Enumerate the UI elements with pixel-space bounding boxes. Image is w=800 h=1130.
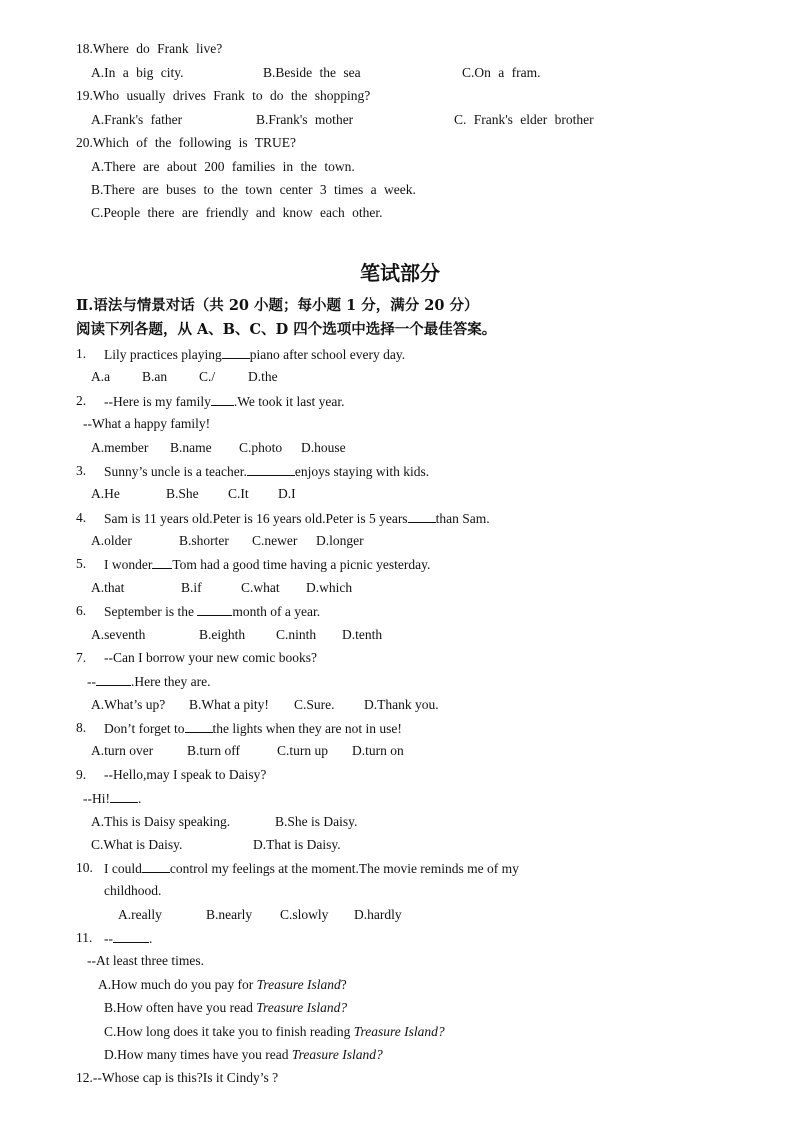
q20-option-c: C.People there are friendly and know each other. [91,205,383,220]
q11-stem-pre: -- [104,931,113,946]
question-19-stem: 19.Who usually drives Frank to do the shopping? [76,88,371,103]
q5-stem [104,555,430,574]
q11-option-a [98,976,347,994]
q11-option-a-title: Treasure Island [256,977,341,992]
blank [96,672,131,686]
part2-instruction: 阅读下列各题，从 A、B、C、D 四个选项中选择一个最佳答案。 [76,321,497,338]
q2-stem [104,392,344,411]
q6-option-c: C.ninth [276,627,317,642]
q10-stem [104,859,519,878]
q1-option-a: A.a [91,369,111,384]
blank [142,859,170,873]
q1-stem-pre: Lily practices playing [104,347,222,362]
q8-option-b: B.turn off [187,743,240,758]
blank [185,719,213,733]
q19-option-b: B.Frank's mother [256,112,354,127]
q8-option-d: D.turn on [352,743,404,758]
q10-option-c: C.slowly [280,907,329,922]
q18-option-c: C.On a fram. [462,65,541,80]
q9-number: 9. [76,767,87,782]
q3-stem [104,462,429,481]
q8-option-c: C.turn up [277,743,329,758]
q18-option-b: B.Beside the sea [263,65,361,80]
q8-stem-post: the lights when they are not in use! [212,721,402,736]
q7-number: 7. [76,650,87,665]
blank [222,345,250,359]
q5-option-d: D.which [306,580,353,595]
section-title: 笔试部分 [360,261,440,285]
q6-option-b: B.eighth [199,627,246,642]
q9-option-a: A.This is Daisy speaking. [91,814,231,829]
q8-option-a: A.turn over [91,743,154,758]
blank [152,555,172,569]
q7-reply [87,672,210,691]
q11-option-d-text: D.How many times have you read [104,1047,292,1062]
q1-number: 1. [76,346,87,361]
q11-option-a-text: A.How much do you pay for [98,977,257,992]
q4-option-b: B.shorter [179,533,229,548]
q6-number: 6. [76,603,87,618]
q7-option-b: B.What a pity! [189,697,269,712]
q5-option-a: A.that [91,580,125,595]
q8-stem [104,719,402,738]
blank [113,929,149,943]
q2-stem-pre: --Here is my family [104,394,211,409]
q9-option-d: D.That is Daisy. [253,837,341,852]
q3-option-a: A.He [91,486,120,501]
q9-reply-pre: --Hi! [83,791,110,806]
q4-option-d: D.longer [316,533,364,548]
q4-stem-post: than Sam. [435,511,490,526]
q3-stem-pre: Sunny’s uncle is a teacher. [104,464,247,479]
q19-option-a: A.Frank's father [91,112,183,127]
q1-option-c: C./ [199,369,216,384]
q6-option-a: A.seventh [91,627,146,642]
q11-number: 11. [76,930,93,945]
q4-stem-pre: Sam is 11 years old.Peter is 16 years old.Peter is 5 years [104,511,408,526]
q6-option-d: D.tenth [342,627,383,642]
q9-reply [83,789,141,808]
q20-option-b: B.There are buses to the town center 3 times a week. [91,182,416,197]
q2-stem-post: .We took it last year. [233,394,345,409]
q10-stem-pre: I could [104,861,142,876]
q11-option-b-title: Treasure Island? [256,1000,348,1015]
q3-number: 3. [76,463,87,478]
q10-number: 10. [76,860,93,875]
q11-option-b [104,999,347,1017]
q11-option-a-end: ? [340,977,347,992]
q11-option-b-text: B.How often have you read [104,1000,257,1015]
q11-option-d-title: Treasure Island? [291,1047,383,1062]
q11-option-c-text: C.How long does it take you to finish reading [104,1024,354,1039]
q3-stem-post: enjoys staying with kids. [294,464,430,479]
q3-option-c: C.It [228,486,249,501]
q6-stem [104,602,320,621]
q6-stem-pre: September is the [104,604,198,619]
q6-stem-post: month of a year. [232,604,321,619]
q7-stem: --Can I borrow your new comic books? [104,650,317,665]
q7-option-a: A.What’s up? [91,697,166,712]
q7-option-d: D.Thank you. [364,697,439,712]
q18-option-a: A.In a big city. [91,65,184,80]
q5-stem-post: Tom had a good time having a picnic yesterday. [172,557,431,572]
q2-option-a: A.member [91,440,149,455]
q10-option-b: B.nearly [206,907,253,922]
blank [197,602,232,616]
q11-option-c [104,1023,445,1041]
q10-stem-post: control my feelings at the moment.The movie reminds me of my [169,861,519,876]
part2-heading: Ⅱ.语法与情景对话（共 20 小题；每小题 1 分，满分 20 分） [76,297,479,314]
q4-option-a: A.older [91,533,132,548]
q5-stem-pre: I wonder [104,557,153,572]
q9-stem: --Hello,may I speak to Daisy? [104,767,267,782]
q5-number: 5. [76,556,87,571]
question-20-stem: 20.Which of the following is TRUE? [76,135,296,150]
q11-option-d [104,1046,383,1064]
q2-number: 2. [76,393,87,408]
q11-reply: --At least three times. [87,953,204,968]
q10-option-d: D.hardly [354,907,402,922]
q20-option-a: A.There are about 200 families in the town. [91,159,355,174]
q8-stem-pre: Don’t forget to [104,721,185,736]
q10-option-a: A.really [118,907,162,922]
q2-option-b: B.name [170,440,212,455]
q5-option-b: B.if [181,580,202,595]
q3-option-d: D.I [278,486,296,501]
q9-reply-post: . [138,791,142,806]
q7-option-c: C.Sure. [294,697,335,712]
q4-number: 4. [76,510,87,525]
q19-option-c: C. Frank's elder brother [454,112,594,127]
q4-stem [104,509,490,528]
q11-option-c-title: Treasure Island? [353,1024,445,1039]
q8-number: 8. [76,720,87,735]
blank [211,392,234,406]
blank [247,462,295,476]
q11-stem-post: . [149,931,153,946]
q2-option-d: D.house [301,440,346,455]
q3-option-b: B.She [166,486,199,501]
blank [110,789,138,803]
q9-option-c: C.What is Daisy. [91,837,183,852]
question-18-stem: 18.Where do Frank live? [76,41,223,56]
q1-stem-post: piano after school every day. [249,347,406,362]
q2-option-c: C.photo [239,440,283,455]
q1-option-b: B.an [142,369,168,384]
q7-reply-post: .Here they are. [131,674,211,689]
blank [408,509,436,523]
q10-stem-continued: childhood. [104,883,162,898]
question-12-stem: 12.--Whose cap is this?Is it Cindy’s ? [76,1070,279,1085]
q9-option-b: B.She is Daisy. [275,814,358,829]
q7-reply-pre: -- [87,674,96,689]
q4-option-c: C.newer [252,533,298,548]
q5-option-c: C.what [241,580,280,595]
q11-stem [104,929,152,948]
q1-option-d: D.the [248,369,278,384]
q1-stem [104,345,405,364]
q2-reply: --What a happy family! [83,416,211,431]
